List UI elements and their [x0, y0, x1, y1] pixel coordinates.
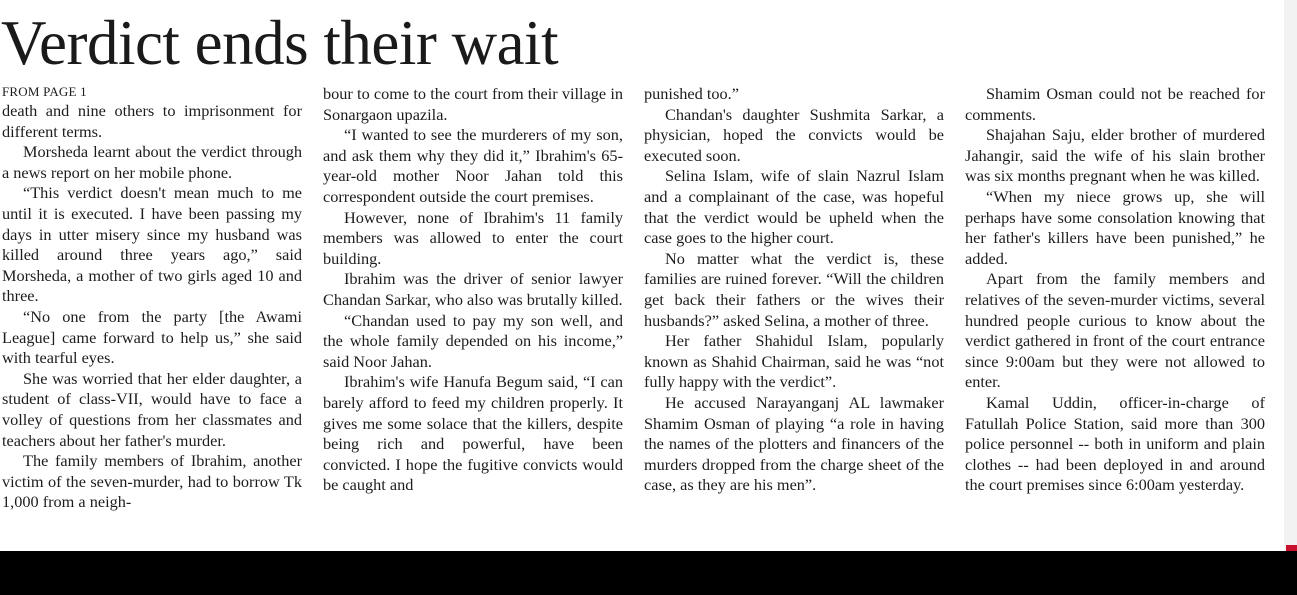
- paragraph: He accused Narayanganj AL lawmaker Shamim Osman of playing “a role in having the names of the plotters and financers of the murders dropped from the charge sheet of the case, as they are his men”.: [644, 392, 944, 495]
- page-edge-strip: [1284, 0, 1297, 551]
- headline: Verdict ends their wait: [1, 8, 559, 78]
- paragraph: No matter what the verdict is, these families are ruined forever. “Will the children get back their fathers or the wives their husbands?” asked Selina, a mother of three.: [644, 248, 944, 330]
- paragraph: “When my niece grows up, she will perhaps have some consolation knowing that her father's killers have been punished,” he added.: [965, 186, 1265, 268]
- paragraph: Chandan's daughter Sushmita Sarkar, a physician, hoped the convicts would be executed soon.: [644, 104, 944, 165]
- paragraph: Apart from the family members and relatives of the seven-murder victims, several hundred people curious to know about the verdict gathered in front of the court entrance since 9:00am but they were not allowed to enter.: [965, 269, 1265, 392]
- paragraph: “This verdict doesn't mean much to me until it is executed. I have been passing my days in utter misery since my husband was killed around three years ago,” said Morsheda, a mother of two girls aged 10 and three.: [2, 183, 302, 306]
- paragraph: Ibrahim was the driver of senior lawyer Chandan Sarkar, who also was brutally killed.: [323, 269, 623, 309]
- paragraph: She was worried that her elder daughter, a student of class-VII, would have to face a volley of questions from her classmates and teachers about her father's murder.: [2, 368, 302, 450]
- paragraph: Shajahan Saju, elder brother of murdered Jahangir, said the wife of his slain brother was six months pregnant when he was killed.: [965, 125, 1265, 186]
- paragraph: Morsheda learnt about the verdict through a news report on her mobile phone.: [2, 142, 302, 182]
- paragraph: Her father Shahidul Islam, popularly known as Shahid Chairman, said he was “not fully happy with the verdict”.: [644, 331, 944, 392]
- paragraph: “I wanted to see the murderers of my son, and ask them why they did it,” Ibrahim's 65-year-old mother Noor Jahan told this correspondent outside the court premises.: [323, 125, 623, 206]
- article-column-4: [965, 84, 1265, 551]
- article-column-1: [2, 82, 302, 551]
- article-column-3: [644, 84, 944, 551]
- paragraph: However, none of Ibrahim's 11 family members was allowed to enter the court building.: [323, 207, 623, 268]
- paragraph: “No one from the party [the Awami League] came forward to help us,” she said with tearful eyes.: [2, 306, 302, 368]
- paragraph: bour to come to the court from their village in Sonargaon upazila.: [323, 84, 623, 124]
- paragraph: punished too.”: [644, 84, 739, 103]
- paragraph: Ibrahim's wife Hanufa Begum said, “I can barely afford to feed my children properly. It gives me some solace that the killers, despite being rich and powerful, have been convicted. I hope the fugitive convicts would be caught and: [323, 372, 623, 495]
- paragraph: Shamim Osman could not be reached for comments.: [965, 84, 1265, 124]
- paragraph: Kamal Uddin, officer-in-charge of Fatullah Police Station, said more than 300 police personnel -- both in uniform and plain clothes -- had been deployed in and around the court premises since 6:00am yesterday.: [965, 392, 1265, 495]
- red-edge-marker: [1286, 545, 1297, 551]
- jump-label: FROM PAGE 1: [2, 84, 87, 99]
- article-column-2: [323, 84, 623, 551]
- paragraph: “Chandan used to pay my son well, and the whole family depended on his income,” said Noor Jahan.: [323, 310, 623, 371]
- paragraph: The family members of Ibrahim, another victim of the seven-murder, had to borrow Tk 1,000 from a neigh-: [2, 451, 302, 512]
- paragraph: Selina Islam, wife of slain Nazrul Islam and a complainant of the case, was hopeful that the verdict would be upheld when the case goes to the higher court.: [644, 166, 944, 248]
- paragraph: death and nine others to imprisonment for different terms.: [2, 101, 302, 141]
